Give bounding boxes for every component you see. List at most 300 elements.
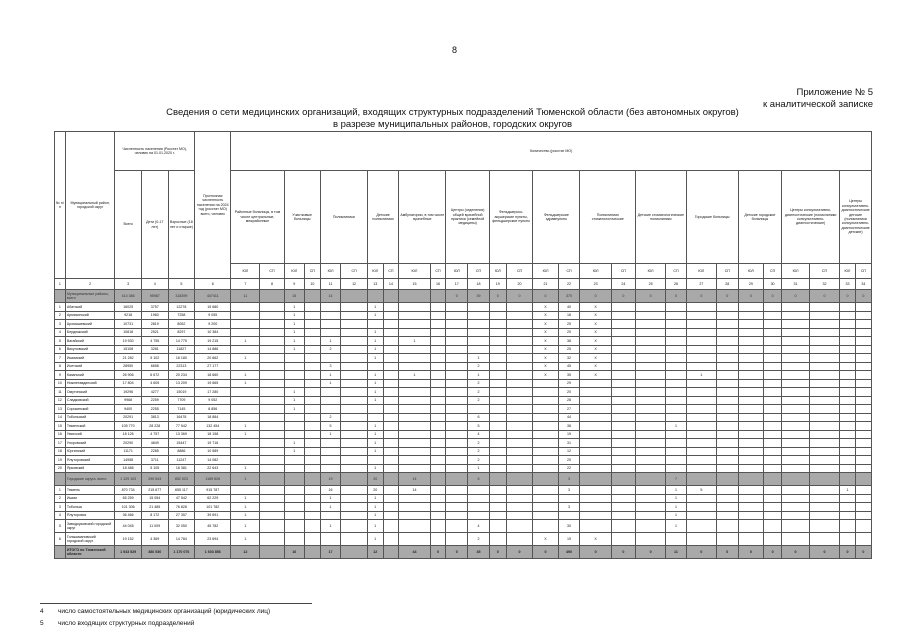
row-value xyxy=(611,396,635,405)
row-value xyxy=(716,456,738,465)
row-value xyxy=(764,396,782,405)
row-value xyxy=(320,464,341,473)
row-value: 1 xyxy=(284,303,305,312)
row-value xyxy=(383,311,399,320)
row-value: 16 xyxy=(320,486,341,495)
row-name: Тюменский xyxy=(65,422,115,431)
row-value xyxy=(782,533,810,546)
row-value: 18 158 xyxy=(195,430,231,439)
row-value xyxy=(840,447,856,456)
row-value xyxy=(716,328,738,337)
row-value: 16478 xyxy=(168,413,195,422)
row-value xyxy=(260,439,284,448)
row-value xyxy=(686,511,716,520)
footnote-5 xyxy=(40,620,194,628)
row-value xyxy=(666,371,687,380)
row-value xyxy=(284,473,305,486)
row-value xyxy=(305,473,321,486)
row-value xyxy=(764,439,782,448)
row-value: 1 xyxy=(320,520,341,533)
row-name: Армизонский xyxy=(65,311,115,320)
row-value xyxy=(533,486,558,495)
row-value xyxy=(231,345,260,354)
row-value xyxy=(716,371,738,380)
row-value xyxy=(840,379,856,388)
row-value: 38 xyxy=(558,422,580,431)
row-value: 1 xyxy=(367,533,383,546)
row-value xyxy=(506,447,533,456)
row-value: 47 542 xyxy=(168,494,195,503)
row-value xyxy=(840,354,856,363)
row-value: 17 804 xyxy=(115,379,142,388)
row-value xyxy=(341,413,368,422)
row-value xyxy=(305,311,321,320)
row-value xyxy=(506,362,533,371)
row-value xyxy=(260,494,284,503)
row-value xyxy=(716,362,738,371)
row-value xyxy=(284,486,305,495)
row-value: 8886 xyxy=(168,447,195,456)
row-value xyxy=(399,320,430,329)
column-number: 2 xyxy=(65,279,115,290)
row-value xyxy=(341,290,368,303)
row-value xyxy=(430,520,446,533)
row-name: Вагайский xyxy=(65,337,115,346)
row-name: Сладковский xyxy=(65,396,115,405)
row-value: 870 734 xyxy=(115,486,142,495)
row-value xyxy=(686,494,716,503)
row-value: 1 170 076 xyxy=(168,546,195,559)
row-value xyxy=(809,388,839,397)
header-category: Детские городские больницы xyxy=(738,171,781,264)
row-value xyxy=(446,379,468,388)
row-value xyxy=(341,503,368,512)
row-value: 12 xyxy=(558,447,580,456)
row-value xyxy=(809,447,839,456)
row-value xyxy=(430,511,446,520)
header-category: Районные больницы, в том числе центральные, межрайонные xyxy=(231,171,284,264)
column-number: 15 xyxy=(399,279,430,290)
row-value: 2 xyxy=(320,413,341,422)
row-value: 1 xyxy=(231,520,260,533)
row-value xyxy=(855,447,871,456)
row-value xyxy=(260,388,284,397)
row-value xyxy=(764,405,782,414)
row-value: 0 xyxy=(738,290,763,303)
table-row xyxy=(55,345,872,354)
row-value xyxy=(506,422,533,431)
row-value xyxy=(383,464,399,473)
column-number: 21 xyxy=(533,279,558,290)
row-value: 101 782 xyxy=(195,503,231,512)
row-value xyxy=(809,337,839,346)
row-value xyxy=(284,503,305,512)
row-number: 9 xyxy=(55,371,66,380)
row-value: 32 050 xyxy=(168,520,195,533)
row-number: 4 xyxy=(55,328,66,337)
row-value xyxy=(320,456,341,465)
row-value: X xyxy=(533,371,558,380)
row-value xyxy=(260,396,284,405)
row-value: 655 117 xyxy=(168,486,195,495)
header-sub-sp: СП xyxy=(506,264,533,279)
row-value xyxy=(284,379,305,388)
row-value xyxy=(305,328,321,337)
column-number: 4 xyxy=(141,279,168,290)
row-value xyxy=(782,362,810,371)
row-value xyxy=(716,447,738,456)
row-value xyxy=(716,303,738,312)
row-value xyxy=(635,303,665,312)
row-value: 7145 xyxy=(168,405,195,414)
row-name: Викуловский xyxy=(65,345,115,354)
row-value xyxy=(809,362,839,371)
column-number: 22 xyxy=(558,279,580,290)
row-value xyxy=(611,311,635,320)
row-value: 1 xyxy=(231,503,260,512)
row-value: 1 xyxy=(399,371,430,380)
row-value: 1 xyxy=(231,371,260,380)
row-value xyxy=(533,379,558,388)
row-value xyxy=(764,503,782,512)
row-value xyxy=(738,464,763,473)
row-value: 0 xyxy=(764,546,782,559)
row-value xyxy=(716,354,738,363)
row-value xyxy=(320,533,341,546)
row-name: Бердюжский xyxy=(65,328,115,337)
header-sub-sp: СП xyxy=(341,264,368,279)
row-value xyxy=(855,464,871,473)
row-value xyxy=(383,354,399,363)
row-name: Омутинский xyxy=(65,388,115,397)
row-value xyxy=(764,303,782,312)
row-value xyxy=(305,511,321,520)
row-value: 1 xyxy=(367,379,383,388)
row-value: 20 xyxy=(558,328,580,337)
row-value xyxy=(506,371,533,380)
row-value: 15108 xyxy=(115,345,142,354)
row-value xyxy=(666,320,687,329)
footnote-text: число входящих структурных подразделений xyxy=(58,620,195,627)
row-value xyxy=(782,303,810,312)
row-value: 39 691 xyxy=(195,511,231,520)
row-value xyxy=(489,486,506,495)
row-value xyxy=(341,345,368,354)
row-number: 10 xyxy=(55,379,66,388)
row-value xyxy=(430,290,446,303)
row-value xyxy=(635,456,665,465)
row-value xyxy=(782,328,810,337)
row-value xyxy=(383,396,399,405)
row-value xyxy=(840,511,856,520)
table-row xyxy=(55,511,872,520)
row-value xyxy=(580,439,611,448)
row-value: 1 xyxy=(686,371,716,380)
row-value: 105 770 xyxy=(115,422,142,431)
row-value xyxy=(533,511,558,520)
row-value xyxy=(686,328,716,337)
row-value xyxy=(383,546,399,559)
column-number: 24 xyxy=(611,279,635,290)
row-value xyxy=(635,337,665,346)
table-row xyxy=(55,447,872,456)
row-value xyxy=(666,396,687,405)
row-value xyxy=(489,320,506,329)
row-value xyxy=(855,328,871,337)
row-value xyxy=(383,430,399,439)
row-value: 1 xyxy=(840,486,856,495)
row-value xyxy=(635,533,665,546)
row-value xyxy=(305,337,321,346)
row-value xyxy=(506,405,533,414)
row-value xyxy=(580,494,611,503)
row-value xyxy=(716,337,738,346)
row-value: 0 xyxy=(635,546,665,559)
row-value xyxy=(284,494,305,503)
row-name: Аромашевский xyxy=(65,320,115,329)
row-value xyxy=(430,422,446,431)
row-value xyxy=(430,362,446,371)
row-value: 3 xyxy=(320,362,341,371)
row-value xyxy=(489,405,506,414)
row-value: 8297 xyxy=(168,328,195,337)
table-row xyxy=(55,503,872,512)
row-value xyxy=(506,328,533,337)
row-value xyxy=(764,533,782,546)
row-value: 0 xyxy=(506,290,533,303)
row-value xyxy=(430,486,446,495)
row-value xyxy=(533,447,558,456)
row-number: 6 xyxy=(55,533,66,546)
row-value xyxy=(666,337,687,346)
row-value xyxy=(782,439,810,448)
row-value xyxy=(446,413,468,422)
row-value xyxy=(855,396,871,405)
column-number: 17 xyxy=(446,279,468,290)
row-value: 0 xyxy=(580,290,611,303)
header-sub-sp: СП xyxy=(716,264,738,279)
row-value xyxy=(489,422,506,431)
row-value: 1 xyxy=(231,422,260,431)
row-value xyxy=(399,345,430,354)
footnote-divider xyxy=(40,603,312,604)
row-value xyxy=(446,430,468,439)
row-value xyxy=(635,439,665,448)
row-value xyxy=(666,405,687,414)
row-value xyxy=(260,379,284,388)
row-value xyxy=(840,405,856,414)
row-value xyxy=(611,486,635,495)
row-value: 20 xyxy=(558,456,580,465)
row-value xyxy=(635,311,665,320)
row-value xyxy=(399,456,430,465)
table-row xyxy=(55,422,872,431)
row-value xyxy=(738,345,763,354)
row-value: 5 102 xyxy=(141,354,168,363)
row-value xyxy=(399,388,430,397)
row-value xyxy=(430,413,446,422)
row-value xyxy=(809,494,839,503)
row-value xyxy=(489,311,506,320)
row-value: 2 xyxy=(468,362,490,371)
row-value: 3813 xyxy=(141,413,168,422)
row-value: 14 886 xyxy=(195,345,231,354)
row-value xyxy=(506,473,533,486)
row-value: 27 357 xyxy=(168,511,195,520)
row-number: 18 xyxy=(55,447,66,456)
row-value xyxy=(533,494,558,503)
row-value: X xyxy=(533,354,558,363)
row-value xyxy=(533,456,558,465)
row-value xyxy=(809,379,839,388)
row-value xyxy=(809,473,839,486)
row-value xyxy=(764,345,782,354)
row-value xyxy=(533,439,558,448)
row-number: 13 xyxy=(55,405,66,414)
row-name: Тобольск xyxy=(65,503,115,512)
row-value xyxy=(716,430,738,439)
row-value xyxy=(446,486,468,495)
row-value xyxy=(686,430,716,439)
row-value: 1189 626 xyxy=(195,473,231,486)
row-value: X xyxy=(580,345,611,354)
row-value xyxy=(635,413,665,422)
appendix-header xyxy=(763,87,873,111)
row-value xyxy=(489,533,506,546)
row-value xyxy=(635,511,665,520)
table-row xyxy=(55,464,872,473)
row-value xyxy=(840,456,856,465)
row-value: 1 xyxy=(367,494,383,503)
row-value xyxy=(383,337,399,346)
row-value: 852 023 xyxy=(168,473,195,486)
column-number: 32 xyxy=(809,279,839,290)
row-value xyxy=(611,473,635,486)
row-value xyxy=(686,405,716,414)
row-value xyxy=(367,320,383,329)
row-value xyxy=(840,464,856,473)
row-value: 3711 xyxy=(141,456,168,465)
row-value xyxy=(782,456,810,465)
row-name: Ялуторовск xyxy=(65,511,115,520)
row-value xyxy=(383,303,399,312)
row-value xyxy=(611,405,635,414)
row-value xyxy=(809,396,839,405)
row-value: 29 xyxy=(558,379,580,388)
row-value xyxy=(666,464,687,473)
row-value xyxy=(383,439,399,448)
row-value xyxy=(260,464,284,473)
row-value xyxy=(341,362,368,371)
row-value xyxy=(305,430,321,439)
row-value xyxy=(855,520,871,533)
row-value xyxy=(840,337,856,346)
row-value xyxy=(446,439,468,448)
row-value xyxy=(367,290,383,303)
row-value xyxy=(231,320,260,329)
row-value xyxy=(305,320,321,329)
appendix-line1: Приложение № 5 xyxy=(796,87,873,98)
table-row xyxy=(55,456,872,465)
row-value xyxy=(341,354,368,363)
column-number: 9 xyxy=(284,279,305,290)
row-value xyxy=(782,320,810,329)
row-value xyxy=(533,413,558,422)
header-sub-sp: СП xyxy=(809,264,839,279)
row-value xyxy=(716,345,738,354)
row-value xyxy=(446,533,468,546)
row-value: 16 xyxy=(284,546,305,559)
row-value xyxy=(506,320,533,329)
row-value xyxy=(446,511,468,520)
row-value: 1 xyxy=(468,354,490,363)
row-value: 12 xyxy=(367,546,383,559)
row-name: Ишим xyxy=(65,494,115,503)
row-value xyxy=(716,494,738,503)
row-value xyxy=(738,405,763,414)
row-value: 16025 xyxy=(115,303,142,312)
row-value: 3 xyxy=(558,486,580,495)
row-value xyxy=(635,354,665,363)
row-value xyxy=(341,422,368,431)
row-value xyxy=(686,456,716,465)
row-value xyxy=(611,354,635,363)
row-value: 1 xyxy=(231,533,260,546)
row-value xyxy=(305,464,321,473)
row-number xyxy=(55,546,66,559)
row-value xyxy=(635,464,665,473)
row-number: 3 xyxy=(55,503,66,512)
row-name: Голышмановский городской округ xyxy=(65,533,115,546)
row-value xyxy=(430,494,446,503)
row-value: 6 672 xyxy=(141,371,168,380)
row-value: 4 755 xyxy=(141,337,168,346)
row-value: 18 xyxy=(558,311,580,320)
row-value: 11 xyxy=(231,290,260,303)
row-value: 1 xyxy=(320,494,341,503)
row-value xyxy=(305,546,321,559)
row-value: 1 xyxy=(666,503,687,512)
row-value: 28950 xyxy=(115,362,142,371)
header-category: Поликлиники xyxy=(320,171,367,264)
row-value xyxy=(533,464,558,473)
header-sub-sp: СП xyxy=(260,264,284,279)
row-value: 0 xyxy=(611,290,635,303)
row-value xyxy=(430,345,446,354)
row-value xyxy=(430,388,446,397)
row-value xyxy=(399,405,430,414)
row-value: 2 xyxy=(468,456,490,465)
row-value: 7 xyxy=(666,473,687,486)
row-value xyxy=(580,456,611,465)
row-value: 13 369 xyxy=(168,430,195,439)
row-value xyxy=(580,413,611,422)
row-value: 2 xyxy=(468,396,490,405)
row-value xyxy=(666,439,687,448)
footnote-4 xyxy=(40,608,270,616)
row-value: 11171 xyxy=(115,447,142,456)
column-number: 16 xyxy=(430,279,446,290)
row-value xyxy=(399,413,430,422)
column-number: 11 xyxy=(320,279,341,290)
row-value xyxy=(506,337,533,346)
table-row xyxy=(55,520,872,533)
row-value xyxy=(533,422,558,431)
row-value xyxy=(430,456,446,465)
row-value xyxy=(341,337,368,346)
row-value xyxy=(855,405,871,414)
row-value xyxy=(284,511,305,520)
